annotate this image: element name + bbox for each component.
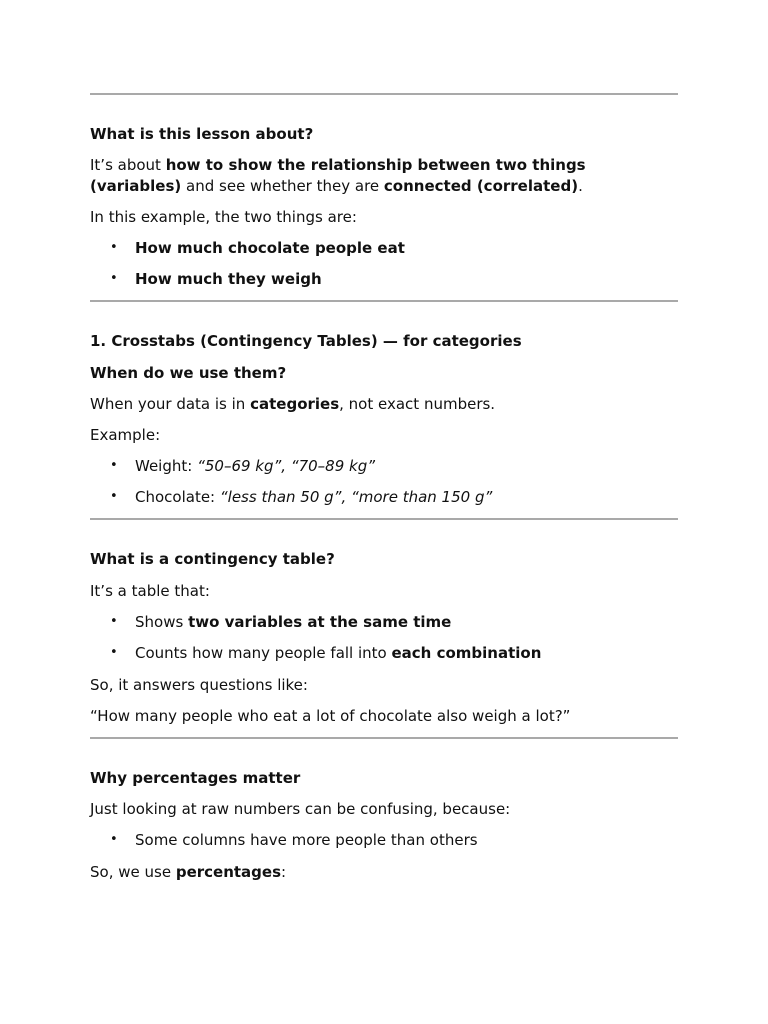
horizontal-rule	[90, 300, 678, 302]
contingency-lead: It’s a table that:	[90, 582, 210, 600]
bullet-icon: •	[110, 614, 118, 629]
crosstabs-when-heading: When do we use them?	[90, 364, 287, 382]
lesson-intro-line-2: (variables) and see whether they are connected (correlated).	[90, 177, 583, 195]
bullet-icon: •	[110, 240, 118, 255]
contingency-quote: “How many people who eat a lot of chocolate also weigh a lot?”	[90, 707, 571, 725]
bullet-icon: •	[110, 645, 118, 660]
lesson-heading: What is this lesson about?	[90, 125, 314, 143]
bullet-icon: •	[110, 832, 118, 847]
horizontal-rule	[90, 93, 678, 95]
percentages-heading: Why percentages matter	[90, 769, 301, 787]
horizontal-rule	[90, 737, 678, 739]
percentages-lead: Just looking at raw numbers can be confusing, because:	[90, 800, 511, 818]
crosstabs-when-text: When your data is in categories, not exact numbers.	[90, 395, 496, 413]
lesson-intro-line-1: It’s about how to show the relationship between two things	[90, 156, 586, 174]
bullet-icon: •	[110, 458, 118, 473]
crosstabs-example-label: Example:	[90, 426, 161, 444]
lesson-example-line: In this example, the two things are:	[90, 208, 357, 226]
contingency-answers-line: So, it answers questions like:	[90, 676, 308, 694]
horizontal-rule	[90, 518, 678, 520]
bullet-icon: •	[110, 271, 118, 286]
crosstabs-heading: 1. Crosstabs (Contingency Tables) — for categories	[90, 332, 522, 350]
contingency-heading: What is a contingency table?	[90, 550, 335, 568]
bullet-icon: •	[110, 489, 118, 504]
percentages-closing: So, we use percentages:	[90, 863, 287, 881]
